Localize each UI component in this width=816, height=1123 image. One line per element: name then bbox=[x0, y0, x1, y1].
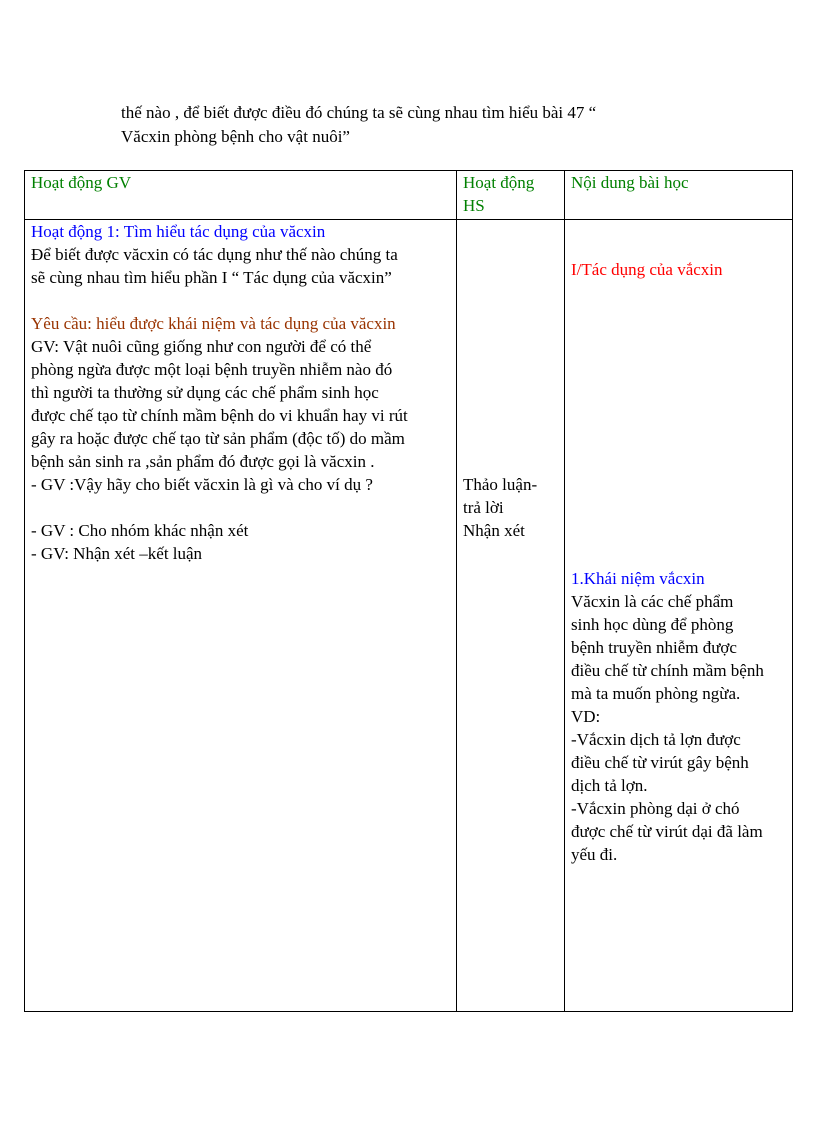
gv-body-line: được chế tạo từ chính mầm bệnh do vi khuẩn hay vi rút bbox=[31, 406, 408, 425]
lesson-table bbox=[24, 170, 793, 1012]
intro-line: thế nào , để biết được điều đó chúng ta sẽ cùng nhau tìm hiểu bài 47 “ bbox=[121, 103, 597, 122]
header-gv bbox=[25, 171, 457, 220]
header-hs-label: Hoạt động bbox=[463, 173, 535, 192]
hs-line: Thảo luận- bbox=[463, 475, 538, 494]
concept-line: mà ta muốn phòng ngừa. bbox=[571, 684, 741, 703]
gv-closing-line: - GV: Nhận xét –kết luận bbox=[31, 544, 203, 563]
gv-body-line: gây ra hoặc được chế tạo từ sản phẩm (độc tố) do mầm bbox=[31, 429, 405, 448]
activity-title: Hoạt động 1: Tìm hiểu tác dụng của văcxin bbox=[31, 222, 326, 241]
concept-line: điều chế từ chính mầm bệnh bbox=[571, 661, 764, 680]
gv-body-line: bệnh sản sinh ra ,sản phẩm đó được gọi là văcxin . bbox=[31, 452, 375, 471]
header-content bbox=[565, 171, 793, 220]
gv-body-line: phòng ngừa được một loại bệnh truyền nhiễm nào đó bbox=[31, 360, 393, 379]
concept-line: sinh học dùng để phòng bbox=[571, 615, 734, 634]
gv-body-line: GV: Vật nuôi cũng giống như con người để có thể bbox=[31, 337, 372, 356]
content-cell bbox=[565, 220, 793, 1012]
concept-line: -Vắcxin phòng dại ở chó bbox=[571, 799, 740, 818]
concept-line: bệnh truyền nhiễm được bbox=[571, 638, 737, 657]
concept-line: yếu đi. bbox=[571, 845, 618, 864]
concept-line: điều chế từ virút gây bệnh bbox=[571, 753, 749, 772]
section-title: I/Tác dụng của vắcxin bbox=[571, 260, 723, 279]
concept-line: VD: bbox=[571, 707, 601, 726]
concept-title: 1.Khái niệm vắcxin bbox=[571, 569, 705, 588]
gv-body-line: thì người ta thường sử dụng các chế phẩm sinh học bbox=[31, 383, 379, 402]
intro-paragraph bbox=[121, 101, 761, 149]
hs-cell bbox=[457, 220, 565, 1012]
table-body-row bbox=[25, 220, 793, 1012]
concept-line: dịch tả lợn. bbox=[571, 776, 648, 795]
concept-line: được chế từ virút dại đã làm bbox=[571, 822, 763, 841]
hs-line: trả lời bbox=[463, 498, 504, 517]
gv-cell bbox=[25, 220, 457, 1012]
table-header-row bbox=[25, 171, 793, 220]
header-content-label: Nội dung bài học bbox=[571, 173, 689, 192]
header-hs bbox=[457, 171, 565, 220]
intro-line: Văcxin phòng bệnh cho vật nuôi” bbox=[121, 127, 350, 146]
concept-line: -Vắcxin dịch tả lợn được bbox=[571, 730, 741, 749]
header-hs-label-line2: HS bbox=[463, 196, 485, 215]
hs-line: Nhận xét bbox=[463, 521, 525, 540]
requirement-text: Yêu cầu: hiểu được khái niệm và tác dụng của văcxin bbox=[31, 314, 396, 333]
gv-intro-line: Để biết được văcxin có tác dụng như thế nào chúng ta bbox=[31, 245, 398, 264]
gv-intro-line: sẽ cùng nhau tìm hiểu phần I “ Tác dụng của văcxin” bbox=[31, 268, 392, 287]
gv-closing-line: - GV : Cho nhóm khác nhận xét bbox=[31, 521, 249, 540]
concept-line: Văcxin là các chế phẩm bbox=[571, 592, 734, 611]
header-gv-label: Hoạt động GV bbox=[31, 173, 132, 192]
gv-body-line: - GV :Vậy hãy cho biết văcxin là gì và cho ví dụ ? bbox=[31, 475, 373, 494]
